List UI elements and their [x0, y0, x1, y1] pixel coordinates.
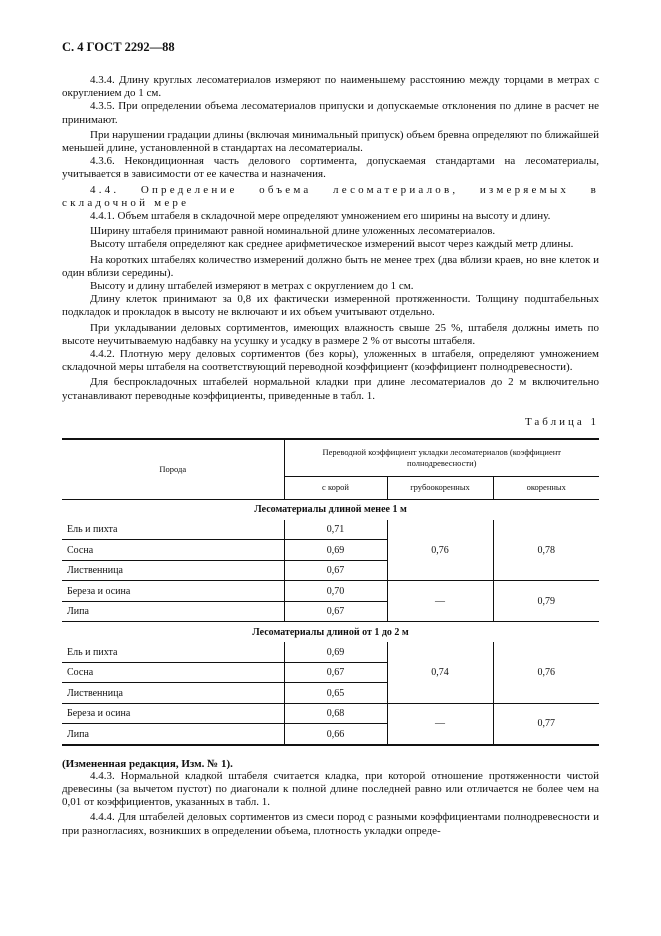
- breed-cell: Лиственница: [62, 560, 284, 581]
- table-caption: Таблица 1: [524, 415, 599, 428]
- value-cell: 0,69: [284, 642, 387, 662]
- value-cell: 0,77: [537, 718, 555, 730]
- value-cell: 0,67: [284, 601, 387, 622]
- value-cell: —: [387, 703, 493, 744]
- col-header-bark: с корой: [284, 476, 387, 499]
- value-cell: 0,66: [284, 724, 387, 744]
- paragraph: На коротких штабелях количество измерений должно быть не менее трех (два вблизи краев, но вне клеток и один вблизи середины).: [62, 253, 599, 279]
- paragraph: 4.4.3. Нормальной кладкой штабеля считается кладка, при которой отношение протяженности чистой древесины (за вычетом пустот) по диагонали к полной длине последней равно или отличается не более чем на 0,01 от коэффициентов, указанных в табл. 1.: [62, 769, 599, 809]
- breed-cell: Береза и осина: [62, 581, 284, 602]
- paragraph: Для беспрокладочных штабелей нормальной кладки при длине лесоматериалов до 2 м включительно устанавливают переводные коэффициенты, приведенные в табл. 1.: [62, 376, 599, 402]
- value-cell: 0,65: [284, 683, 387, 704]
- value-cell: 0,67: [284, 560, 387, 581]
- col-header-group: Переводной коэффициент укладки лесоматериалов (коэффициент полнодревесности): [284, 439, 599, 477]
- document-page: [62, 40, 599, 838]
- value-cell: 0,71: [284, 520, 387, 540]
- value-cell: 0,68: [284, 703, 387, 724]
- section-row: Лесоматериалы длиной менее 1 м: [254, 504, 407, 516]
- breed-cell: Лиственница: [62, 683, 284, 704]
- paragraph: При укладывании деловых сортиментов, имеющих влажность свыше 25 %, штабеля должны иметь по высоте неучитываемую надбавку на усушку и усадку в размере 2 % от высоты штабеля.: [62, 321, 599, 347]
- value-cell: —: [387, 581, 493, 622]
- section-heading: 4.4. Определение объема лесоматериалов, измеряемых в складочной мере: [62, 183, 599, 209]
- paragraph: Ширину штабеля принимают равной номинальной длине уложенных лесоматериалов.: [90, 225, 496, 238]
- value-cell: 0,70: [284, 581, 387, 602]
- paragraph: Высоту и длину штабелей измеряют в метрах с округлением до 1 см.: [90, 280, 414, 293]
- value-cell: 0,67: [284, 662, 387, 683]
- breed-cell: Сосна: [62, 540, 284, 561]
- paragraph: 4.4.4. Для штабелей деловых сортиментов из смеси пород с разными коэффициентами полнодревесности и при разногласиях, возникших в определении объема, плотность укладки опреде-: [62, 811, 599, 837]
- coefficient-table: [62, 438, 599, 744]
- table-bottom-rule: [62, 744, 599, 746]
- paragraph: 4.3.5. При определении объема лесоматериалов припуски и допускаемые отклонения по длине в расчет не принимают.: [62, 100, 599, 126]
- paragraph: Высоту штабеля определяют как среднее арифметическое измерений высот через каждый метр длины.: [90, 238, 574, 251]
- paragraph: 4.3.6. Некондиционная часть делового сортимента, допускаемая стандартами на лесоматериалы, учитывается в зависимости от ее качества и назначения.: [62, 155, 599, 181]
- col-header-breed: Порода: [62, 439, 284, 500]
- value-cell: 0,79: [493, 581, 599, 622]
- value-cell: 0,69: [284, 540, 387, 561]
- value-cell: 0,74: [387, 642, 493, 703]
- value-cell: 0,78: [493, 520, 599, 581]
- paragraph: 4.3.4. Длину круглых лесоматериалов измеряют по наименьшему расстоянию между торцами в метрах с округлением до 1 см.: [62, 74, 599, 100]
- paragraph: 4.4.1. Объем штабеля в складочной мере определяют умножением его ширины на высоту и длину.: [90, 210, 551, 223]
- breed-cell: Сосна: [62, 662, 284, 683]
- value-cell: 0,76: [493, 642, 599, 703]
- breed-cell: Ель и пихта: [62, 520, 284, 540]
- breed-cell: Береза и осина: [62, 703, 284, 724]
- value-cell: 0,76: [387, 520, 493, 581]
- breed-cell: Липа: [62, 601, 284, 622]
- paragraph: Длину клеток принимают за 0,8 их фактически измеренной протяженности. Толщину подштабельных подкладок и прокладок в высоту не включают и их объем учитывают отдельно.: [62, 293, 599, 319]
- paragraph: При нарушении градации длины (включая минимальный припуск) объем бревна определяют по ближайшей меньшей длине, установленной в стандартах на лесоматериалы.: [62, 128, 599, 155]
- breed-cell: Ель и пихта: [62, 642, 284, 662]
- paragraph: 4.4.2. Плотную меру деловых сортиментов (без коры), уложенных в штабеля, определяют умножением складочной меры штабеля на соответствующий переводной коэффициент (коэффициент полнодревесности).: [62, 348, 599, 374]
- section-row: Лесоматериалы длиной от 1 до 2 м: [252, 626, 409, 638]
- breed-cell: Липа: [62, 724, 284, 744]
- amendment-note: (Измененная редакция, Изм. № 1).: [62, 757, 233, 770]
- col-header-rough: грубоокоренных: [387, 476, 493, 499]
- page-header: С. 4 ГОСТ 2292—88: [62, 40, 175, 54]
- col-header-debarked: окоренных: [493, 476, 599, 499]
